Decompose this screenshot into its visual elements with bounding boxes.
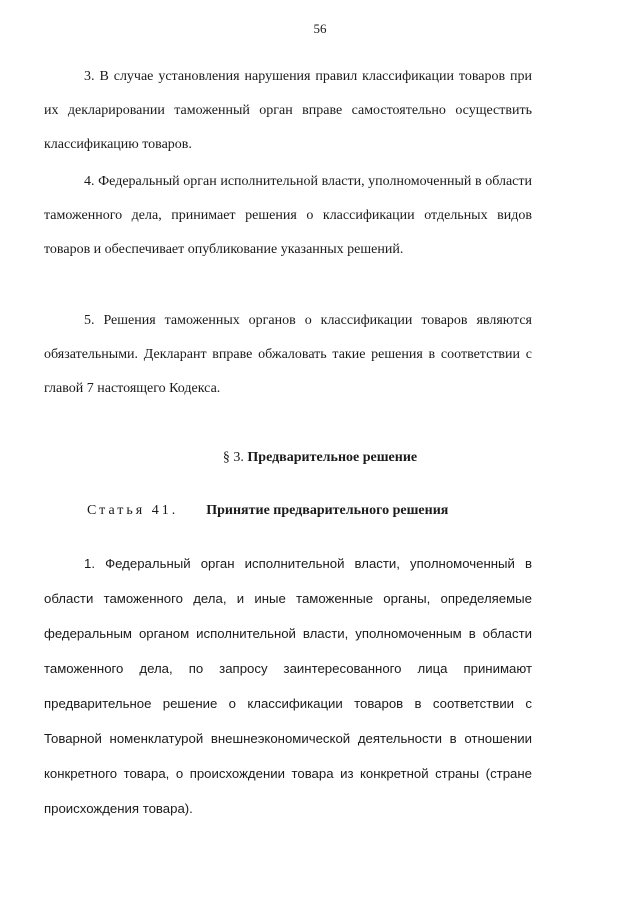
article-title: Принятие предварительного решения: [206, 503, 449, 518]
paragraph-4: 4. Федеральный орган исполнительной власти, уполномоченный в области таможенного дела, принимает решения о классификации отдельных видов товаров и обеспечивает опубликование указанных решений.: [44, 174, 532, 257]
section-heading: [0, 450, 640, 466]
article-heading: [87, 503, 448, 519]
section-prefix: § 3.: [222, 450, 244, 465]
paragraph-5: 5. Решения таможенных органов о классификации товаров являются обязательными. Декларант вправе обжаловать такие решения в соответствии с главой 7 настоящего Кодекса.: [44, 313, 532, 396]
article-label: Статья 41.: [87, 503, 179, 518]
paragraph-3: 3. В случае установления нарушения правил классификации товаров при их декларировании таможенный орган вправе самостоятельно осуществить классификацию товаров.: [44, 69, 532, 152]
section-title: Предварительное решение: [247, 450, 418, 465]
article-paragraph-1: 1. Федеральный орган исполнительной власти, уполномоченный в области таможенного дела, и иные таможенные органы, определяемые федеральным органом исполнительной власти, уполномоченным в области таможенного дела, по запросу заинтересованного лица принимают предварительное решение о классификации товаров в соответствии с Товарной номенклатурой внешнеэкономической деятельности в отношении конкретного товара, о происхождении товара из конкретной страны (стране происхождения товара).: [44, 556, 532, 816]
page-number: 56: [313, 21, 327, 36]
